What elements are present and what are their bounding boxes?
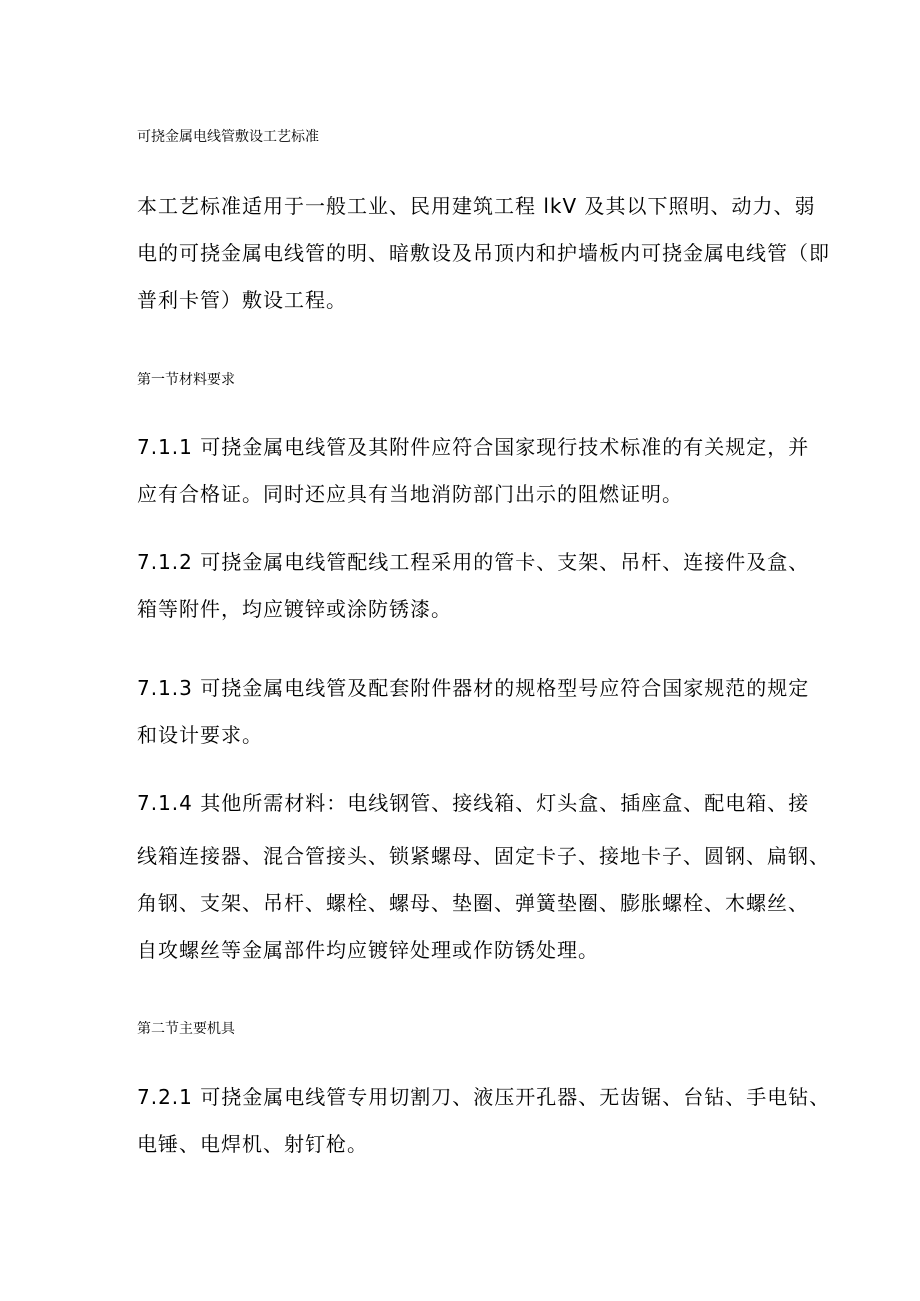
- text-line: 7.1.1 可挠金属电线管及其附件应符合国家现行技术标准的有关规定，并: [137, 435, 810, 459]
- document-title: 可挠金属电线管敷设工艺标准: [137, 129, 319, 145]
- text-line: 电的可挠金属电线管的明、暗敷设及吊顶内和护墙板内可挠金属电线管（即: [137, 241, 830, 265]
- text-line: 7.1.3 可挠金属电线管及配套附件器材的规格型号应符合国家规范的规定: [137, 676, 810, 700]
- section-heading: 第二节主要机具: [137, 1021, 235, 1037]
- text-line: 和设计要求。: [137, 723, 263, 747]
- text-line: 应有合格证。同时还应具有当地消防部门出示的阻燃证明。: [137, 482, 683, 506]
- text-line: 普利卡管）敷设工程。: [137, 288, 347, 312]
- text-line: 7.2.1 可挠金属电线管专用切割刀、液压开孔器、无齿锯、台钻、手电钻、: [137, 1085, 831, 1109]
- text-line: 角钢、支架、吊杆、螺栓、螺母、垫圈、弹簧垫圈、膨胀螺栓、木螺丝、: [137, 891, 809, 915]
- text-line: 箱等附件，均应镀锌或涂防锈漆。: [137, 597, 452, 621]
- text-line: 电锤、电焊机、射钉枪。: [137, 1132, 368, 1156]
- text-line: 线箱连接器、混合管接头、锁紧螺母、固定卡子、接地卡子、圆钢、扁钢、: [137, 844, 830, 868]
- text-line: 7.1.4 其他所需材料：电线钢管、接线箱、灯头盒、插座盒、配电箱、接: [137, 791, 810, 815]
- text-line: 自攻螺丝等金属部件均应镀锌处理或作防锈处理。: [137, 938, 599, 962]
- text-line: 本工艺标准适用于一般工业、民用建筑工程 lkV 及其以下照明、动力、弱: [137, 194, 816, 218]
- section-heading: 第一节材料要求: [137, 372, 235, 388]
- text-line: 7.1.2 可挠金属电线管配线工程采用的管卡、支架、吊杆、连接件及盒、: [137, 550, 810, 574]
